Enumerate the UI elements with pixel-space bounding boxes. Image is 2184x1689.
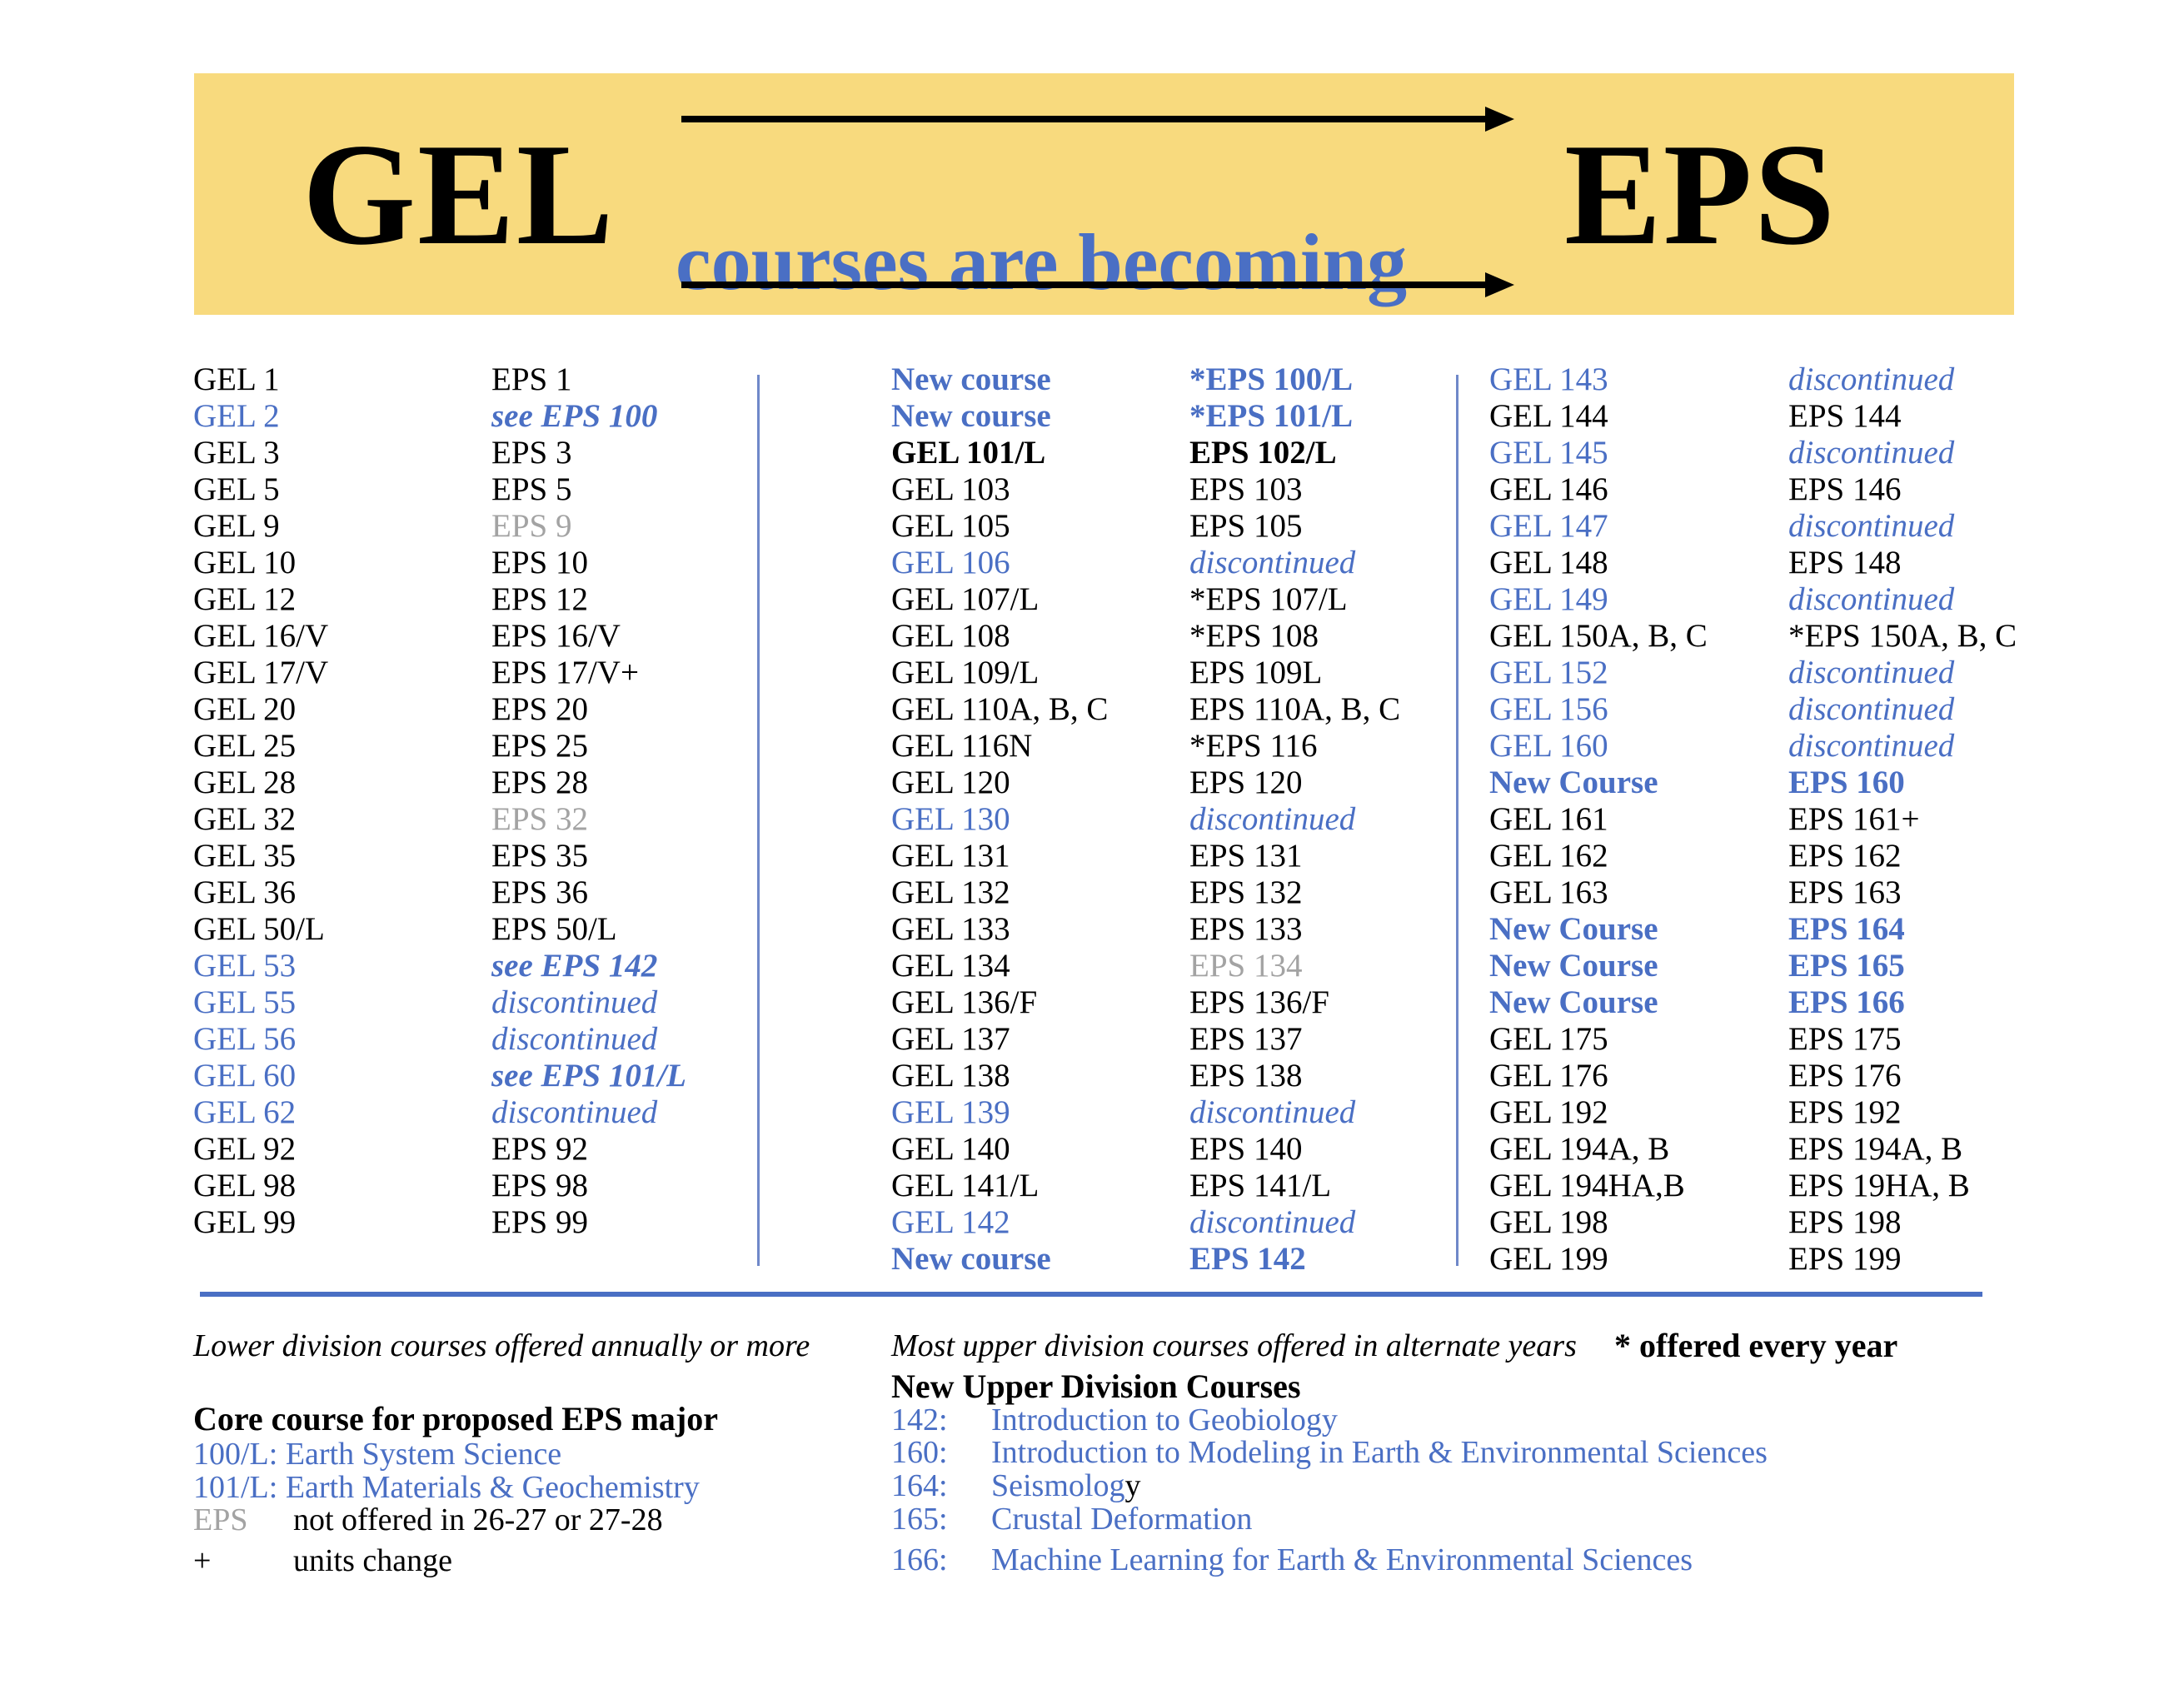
plus-key: + (193, 1543, 212, 1578)
new-course-name-tail: y (1124, 1468, 1141, 1503)
gel-course-cell: GEL 161 (1489, 801, 1608, 837)
gel-course-cell: GEL 133 (891, 911, 1010, 947)
gel-course-cell: GEL 152 (1489, 655, 1608, 690)
gel-course-cell: GEL 101/L (891, 435, 1046, 471)
eps-course-cell: EPS 25 (491, 728, 588, 764)
gel-course-cell: GEL 108 (891, 618, 1010, 654)
gel-course-cell: GEL 62 (193, 1094, 297, 1130)
gel-course-cell: GEL 10 (193, 545, 297, 580)
grey-key-desc: not offered in 26-27 or 27-28 (293, 1502, 663, 1537)
eps-course-cell: EPS 102/L (1189, 435, 1337, 471)
eps-course-cell: *EPS 100/L (1189, 361, 1354, 397)
eps-course-cell: *EPS 150A, B, C (1788, 618, 2017, 654)
gel-course-cell: GEL 131 (891, 838, 1010, 874)
gel-course-cell: GEL 192 (1489, 1094, 1608, 1130)
eps-course-cell: discontinued (1189, 801, 1356, 837)
eps-course-cell: EPS 176 (1788, 1058, 1902, 1094)
eps-course-cell: EPS 148 (1788, 545, 1902, 580)
gel-course-cell: New course (891, 1241, 1051, 1277)
gel-course-cell: GEL 103 (891, 471, 1010, 507)
gel-course-cell: GEL 9 (193, 508, 280, 544)
eps-course-cell: discontinued (491, 1021, 658, 1057)
new-course-name-text: Machine Learning for Earth & Environmental Sciences (991, 1542, 1693, 1577)
eps-course-cell: *EPS 116 (1189, 728, 1318, 764)
eps-course-cell: *EPS 101/L (1189, 398, 1354, 434)
eps-course-cell: EPS 164 (1788, 911, 1905, 947)
gel-course-cell: GEL 136/F (891, 984, 1038, 1020)
core-course-title: Core course for proposed EPS major (193, 1400, 718, 1437)
eps-course-cell: EPS 12 (491, 581, 588, 617)
gel-course-cell: GEL 50/L (193, 911, 325, 947)
gel-course-cell: New course (891, 361, 1051, 397)
eps-course-cell: EPS 36 (491, 874, 588, 910)
new-course-name (991, 1467, 1140, 1504)
gel-course-cell: GEL 105 (891, 508, 1010, 544)
gel-course-cell: GEL 55 (193, 984, 297, 1020)
gel-course-cell: GEL 145 (1489, 435, 1608, 471)
gel-course-cell: GEL 1 (193, 361, 280, 397)
column-divider (757, 375, 760, 1266)
gel-course-cell: GEL 32 (193, 801, 297, 837)
gel-course-cell: GEL 56 (193, 1021, 297, 1057)
gel-course-cell: New course (891, 398, 1051, 434)
gel-course-cell: GEL 138 (891, 1058, 1010, 1094)
new-course-number: 142: (891, 1403, 948, 1437)
gel-course-cell: New Course (1489, 948, 1658, 984)
core-course-101: 101/L: Earth Materials & Geochemistry (193, 1470, 700, 1505)
new-course-name-text: Introduction to Modeling in Earth & Environmental Sciences (991, 1435, 1768, 1470)
banner-gel-word: GEL (302, 113, 616, 275)
gel-course-cell: GEL 144 (1489, 398, 1608, 434)
gel-course-cell: GEL 141/L (891, 1168, 1040, 1203)
plus-key-desc: units change (293, 1543, 453, 1578)
gel-course-cell: GEL 16/V (193, 618, 329, 654)
eps-course-cell: see EPS 100 (491, 398, 658, 434)
gel-course-cell: New Course (1489, 911, 1658, 947)
title-banner (194, 73, 2014, 315)
gel-course-cell: GEL 130 (891, 801, 1010, 837)
eps-course-cell: EPS 138 (1189, 1058, 1303, 1094)
eps-course-cell: EPS 98 (491, 1168, 588, 1203)
new-course-name (991, 1501, 1252, 1537)
eps-course-cell: EPS 140 (1189, 1131, 1303, 1167)
gel-course-cell: New Course (1489, 984, 1658, 1020)
gel-course-cell: GEL 175 (1489, 1021, 1608, 1057)
eps-course-cell: EPS 131 (1189, 838, 1303, 874)
eps-course-cell: EPS 28 (491, 765, 588, 800)
new-course-name (991, 1542, 1693, 1578)
gel-course-cell: GEL 148 (1489, 545, 1608, 580)
eps-course-cell: EPS 1 (491, 361, 572, 397)
gel-course-cell: GEL 137 (891, 1021, 1010, 1057)
eps-course-cell: EPS 20 (491, 691, 588, 727)
eps-course-cell: EPS 9 (491, 508, 572, 544)
eps-course-cell: EPS 146 (1788, 471, 1902, 507)
gel-course-cell: GEL 194HA,B (1489, 1168, 1685, 1203)
gel-course-cell: GEL 134 (891, 948, 1010, 984)
eps-course-cell: EPS 144 (1788, 398, 1902, 434)
gel-course-cell: GEL 20 (193, 691, 297, 727)
gel-course-cell: GEL 198 (1489, 1204, 1608, 1240)
arrow-right-icon (681, 272, 1514, 297)
gel-course-cell: GEL 150A, B, C (1489, 618, 1708, 654)
gel-course-cell: GEL 149 (1489, 581, 1608, 617)
gel-course-cell: GEL 28 (193, 765, 297, 800)
eps-course-cell: EPS 132 (1189, 874, 1303, 910)
gel-course-cell: GEL 25 (193, 728, 297, 764)
eps-course-cell: EPS 137 (1189, 1021, 1303, 1057)
eps-course-cell: EPS 120 (1189, 765, 1303, 800)
eps-course-cell: discontinued (1788, 361, 1955, 397)
eps-course-cell: EPS 17/V+ (491, 655, 639, 690)
eps-course-cell: EPS 3 (491, 435, 572, 471)
eps-course-cell: discontinued (1788, 655, 1955, 690)
eps-course-cell: EPS 194A, B (1788, 1131, 1963, 1167)
gel-course-cell: GEL 17/V (193, 655, 329, 690)
gel-course-cell: GEL 147 (1489, 508, 1608, 544)
new-upper-division-title: New Upper Division Courses (891, 1368, 1301, 1405)
core-course-100: 100/L: Earth System Science (193, 1437, 562, 1472)
grey-key: EPS (193, 1502, 248, 1537)
eps-course-cell: EPS 110A, B, C (1189, 691, 1401, 727)
gel-course-cell: GEL 107/L (891, 581, 1040, 617)
eps-course-cell: EPS 166 (1788, 984, 1905, 1020)
gel-course-cell: GEL 132 (891, 874, 1010, 910)
gel-course-cell: GEL 194A, B (1489, 1131, 1670, 1167)
lower-division-note: Lower division courses offered annually or more (193, 1328, 810, 1363)
eps-course-cell: EPS 16/V (491, 618, 621, 654)
eps-course-cell: discontinued (1189, 545, 1356, 580)
gel-course-cell: GEL 36 (193, 874, 297, 910)
gel-course-cell: GEL 146 (1489, 471, 1608, 507)
gel-course-cell: GEL 53 (193, 948, 297, 984)
eps-course-cell: EPS 133 (1189, 911, 1303, 947)
gel-course-cell: GEL 99 (193, 1204, 297, 1240)
gel-course-cell: GEL 110A, B, C (891, 691, 1109, 727)
gel-course-cell: GEL 142 (891, 1204, 1010, 1240)
eps-course-cell: discontinued (491, 984, 658, 1020)
gel-course-cell: GEL 35 (193, 838, 297, 874)
eps-course-cell: EPS 163 (1788, 874, 1902, 910)
new-course-name-text: Crustal Deformation (991, 1502, 1253, 1537)
gel-course-cell: GEL 176 (1489, 1058, 1608, 1094)
eps-course-cell: EPS 32 (491, 801, 588, 837)
gel-course-cell: New Course (1489, 765, 1658, 800)
eps-course-cell: EPS 175 (1788, 1021, 1902, 1057)
gel-course-cell: GEL 156 (1489, 691, 1608, 727)
banner-eps-word: EPS (1564, 113, 1837, 275)
gel-course-cell: GEL 139 (891, 1094, 1010, 1130)
gel-course-cell: GEL 60 (193, 1058, 297, 1094)
eps-course-cell: discontinued (1788, 508, 1955, 544)
gel-course-cell: GEL 12 (193, 581, 297, 617)
gel-course-cell: GEL 199 (1489, 1241, 1608, 1277)
eps-course-cell: EPS 109L (1189, 655, 1323, 690)
banner-becoming-text: courses are becoming (676, 217, 1408, 306)
eps-course-cell: discontinued (1788, 435, 1955, 471)
gel-course-cell: GEL 92 (193, 1131, 297, 1167)
eps-course-cell: EPS 141/L (1189, 1168, 1332, 1203)
gel-course-cell: GEL 2 (193, 398, 280, 434)
gel-course-cell: GEL 106 (891, 545, 1010, 580)
new-course-name-text: Seismolog (991, 1468, 1125, 1503)
eps-course-cell: EPS 134 (1189, 948, 1303, 984)
gel-course-cell: GEL 163 (1489, 874, 1608, 910)
gel-course-cell: GEL 5 (193, 471, 280, 507)
eps-course-cell: EPS 160 (1788, 765, 1905, 800)
new-course-name (991, 1434, 1768, 1471)
gel-course-cell: GEL 116N (891, 728, 1033, 764)
offered-every-year-note: * offered every year (1614, 1327, 1898, 1364)
new-course-name (991, 1402, 1338, 1438)
eps-course-cell: EPS 105 (1189, 508, 1303, 544)
eps-course-cell: *EPS 107/L (1189, 581, 1348, 617)
eps-course-cell: EPS 35 (491, 838, 588, 874)
section-divider (200, 1292, 1982, 1297)
eps-course-cell: EPS 162 (1788, 838, 1902, 874)
eps-course-cell: discontinued (1788, 691, 1955, 727)
gel-course-cell: GEL 143 (1489, 361, 1608, 397)
eps-course-cell: EPS 5 (491, 471, 572, 507)
eps-course-cell: EPS 192 (1788, 1094, 1902, 1130)
gel-course-cell: GEL 3 (193, 435, 280, 471)
eps-course-cell: EPS 161+ (1788, 801, 1920, 837)
new-course-name-text: Introduction to Geobiology (991, 1403, 1338, 1437)
eps-course-cell: discontinued (1189, 1204, 1356, 1240)
new-course-number: 165: (891, 1502, 948, 1537)
column-divider (1456, 375, 1458, 1266)
eps-course-cell: discontinued (491, 1094, 658, 1130)
upper-division-note: Most upper division courses offered in alternate years (891, 1328, 1577, 1363)
eps-course-cell: EPS 19HA, B (1788, 1168, 1970, 1203)
eps-course-cell: EPS 165 (1788, 948, 1905, 984)
eps-course-cell: EPS 99 (491, 1204, 588, 1240)
eps-course-cell: see EPS 101/L (491, 1058, 686, 1094)
new-course-number: 164: (891, 1468, 948, 1503)
arrow-right-icon (681, 107, 1514, 132)
eps-course-cell: EPS 10 (491, 545, 588, 580)
gel-course-cell: GEL 120 (891, 765, 1010, 800)
new-course-number: 160: (891, 1435, 948, 1470)
eps-course-cell: see EPS 142 (491, 948, 658, 984)
gel-course-cell: GEL 160 (1489, 728, 1608, 764)
eps-course-cell: discontinued (1189, 1094, 1356, 1130)
eps-course-cell: EPS 136/F (1189, 984, 1329, 1020)
eps-course-cell: EPS 103 (1189, 471, 1303, 507)
gel-course-cell: GEL 140 (891, 1131, 1010, 1167)
eps-course-cell: *EPS 108 (1189, 618, 1319, 654)
gel-course-cell: GEL 98 (193, 1168, 297, 1203)
eps-course-cell: discontinued (1788, 728, 1955, 764)
eps-course-cell: EPS 199 (1788, 1241, 1902, 1277)
eps-course-cell: EPS 198 (1788, 1204, 1902, 1240)
new-course-number: 166: (891, 1542, 948, 1577)
eps-course-cell: EPS 50/L (491, 911, 617, 947)
eps-course-cell: EPS 92 (491, 1131, 588, 1167)
gel-course-cell: GEL 162 (1489, 838, 1608, 874)
eps-course-cell: discontinued (1788, 581, 1955, 617)
gel-course-cell: GEL 109/L (891, 655, 1040, 690)
eps-course-cell: EPS 142 (1189, 1241, 1306, 1277)
